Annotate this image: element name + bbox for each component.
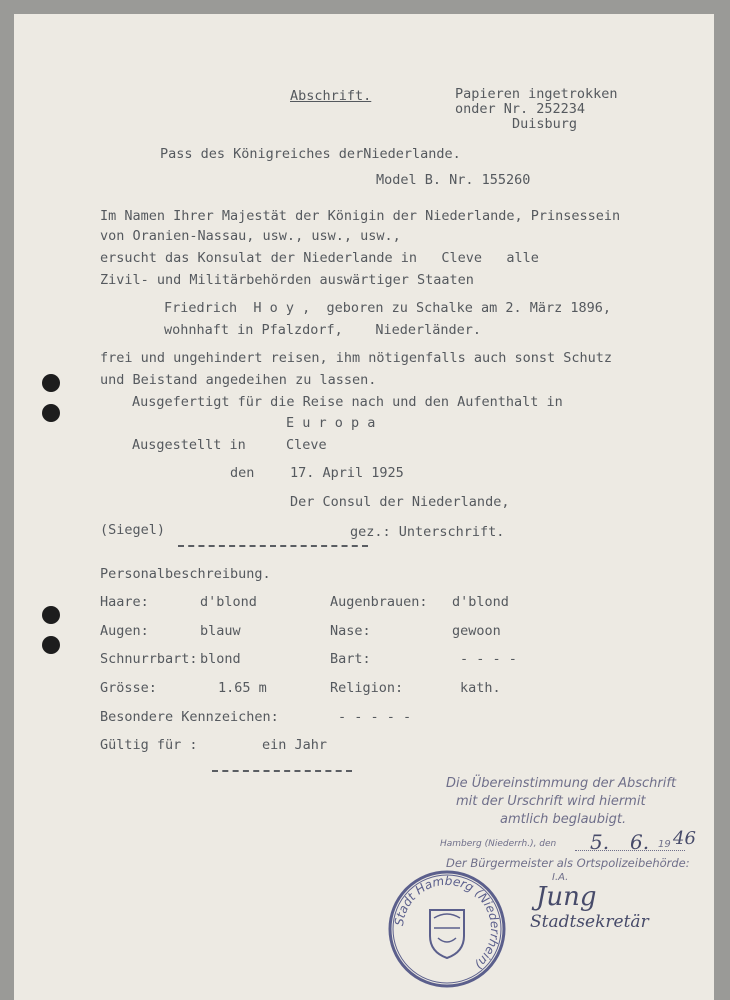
revocation-note-line1: Papieren ingetrokken <box>455 86 618 102</box>
moustache-label: Schnurrbart: <box>100 651 198 667</box>
nose-value: gewoon <box>452 623 501 639</box>
certification-day: 5. <box>590 830 610 854</box>
issued-label: Ausgestellt in <box>132 437 246 453</box>
certification-year-prefix: 19 <box>658 839 671 850</box>
passport-model: Model B. Nr. 155260 <box>376 172 531 188</box>
copy-title: Abschrift. <box>290 88 372 104</box>
certification-authority: Der Bürgermeister als Ortspolizeibehörde: <box>446 856 690 870</box>
destination: E u r o p a <box>286 415 376 431</box>
religion-value: kath. <box>460 680 501 696</box>
seal-text: Stadt Hamberg (Niederrhein) <box>392 873 503 973</box>
purpose-line: Ausgefertigt für die Reise nach und den Aufenthalt in <box>132 394 563 410</box>
seal-note: (Siegel) <box>100 522 166 538</box>
nose-label: Nase: <box>330 623 371 639</box>
certification-line1: Die Übereinstimmung der Abschrift <box>446 776 677 791</box>
certification-line3: amtlich beglaubigt. <box>500 812 627 827</box>
body-line-3: ersucht das Konsulat der Niederlande in Cleve alle <box>100 250 539 266</box>
city-seal <box>386 868 508 990</box>
certification-by: I.A. <box>552 872 569 883</box>
holder-line-1: Friedrich H o y , geboren zu Schalke am 2. März 1896, <box>164 300 612 316</box>
height-value: 1.65 m <box>218 680 267 696</box>
certification-year: 46 <box>673 828 696 849</box>
holder-line-2: wohnhaft in Pfalzdorf, Niederländer. <box>164 322 481 338</box>
validity-label: Gültig für : <box>100 737 198 753</box>
handwritten-title: Stadtsekretär <box>530 912 649 932</box>
eyes-label: Augen: <box>100 623 149 639</box>
dash-separator-2 <box>212 770 352 772</box>
eyes-value: blauw <box>200 623 241 639</box>
date-label: den <box>230 465 255 481</box>
body-line-2: von Oranien-Nassau, usw., usw., usw., <box>100 228 401 244</box>
issued-place: Cleve <box>286 437 327 453</box>
dash-separator-1 <box>178 545 368 547</box>
passport-heading: Pass des Königreiches derNiederlande. <box>160 146 461 162</box>
hair-label: Haare: <box>100 594 149 610</box>
body-line-1: Im Namen Ihrer Majestät der Königin der Niederlande, Prinsessein <box>100 208 621 224</box>
handwritten-signature: Jung <box>536 882 597 912</box>
moustache-value: blond <box>200 651 241 667</box>
certification-line2: mit der Urschrift wird hiermit <box>456 794 646 809</box>
marks-label: Besondere Kennzeichen: <box>100 709 279 725</box>
beard-value: - - - - <box>460 651 517 667</box>
eyebrows-value: d'blond <box>452 594 509 610</box>
validity-value: ein Jahr <box>262 737 328 753</box>
eyebrows-label: Augenbrauen: <box>330 594 428 610</box>
body-line-5: frei und ungehindert reisen, ihm nötigenfalls auch sonst Schutz <box>100 350 613 366</box>
signature-note: gez.: Unterschrift. <box>350 524 505 540</box>
certification-place: Hamberg (Niederrh.), den <box>440 839 557 849</box>
body-line-6: und Beistand angedeihen zu lassen. <box>100 372 377 388</box>
beard-label: Bart: <box>330 651 371 667</box>
description-heading: Personalbeschreibung. <box>100 566 271 582</box>
revocation-note-line2: onder Nr. 252234 <box>455 101 586 117</box>
marks-value: - - - - - <box>338 709 412 725</box>
religion-label: Religion: <box>330 680 404 696</box>
coat-of-arms-detail <box>434 914 460 942</box>
certification-month: 6. <box>630 830 650 854</box>
consul-line: Der Consul der Niederlande, <box>290 494 510 510</box>
date-value: 17. April 1925 <box>290 465 404 481</box>
height-label: Grösse: <box>100 680 157 696</box>
date-underline <box>575 850 685 851</box>
revocation-note-line3: Duisburg <box>512 116 578 132</box>
body-line-4: Zivil- und Militärbehörden auswärtiger Staaten <box>100 272 474 288</box>
hair-value: d'blond <box>200 594 257 610</box>
